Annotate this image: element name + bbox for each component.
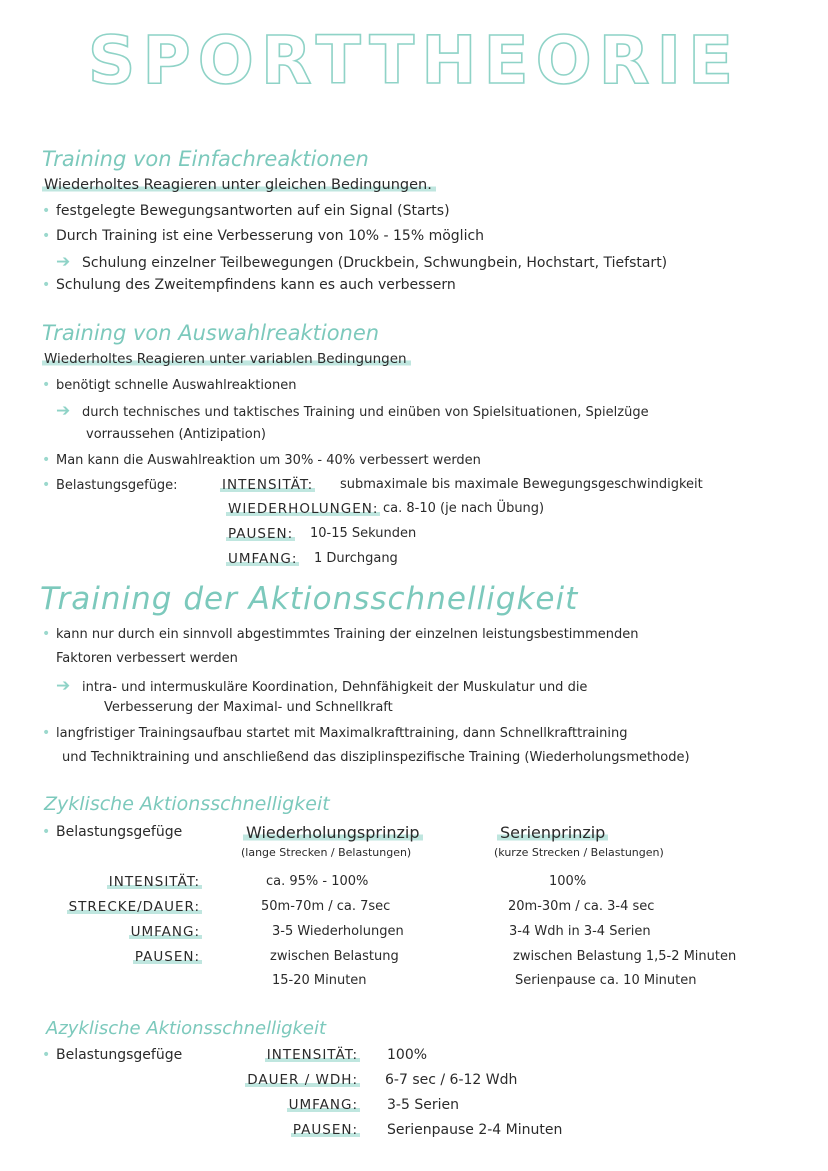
bullet-icon: •: [42, 1047, 51, 1063]
list-item-text: Belastungsgefüge:: [56, 478, 178, 493]
list-item: [42, 477, 178, 493]
bullet-icon: •: [42, 725, 51, 741]
arrow-item-text: durch technisches und taktisches Training und einüben von Spielsituationen, Spielzüge: [82, 405, 649, 420]
table-cell: 100%: [549, 874, 587, 889]
arrow-right-icon: ➔: [56, 252, 71, 272]
arrow-item-continuation: Verbesserung der Maximal- und Schnellkraft: [104, 700, 393, 715]
table-cell-continuation: 15-20 Minuten: [272, 973, 367, 988]
bullet-icon: •: [42, 277, 51, 293]
list-item: [42, 626, 638, 642]
table-cell: 50m-70m / ca. 7sec: [261, 899, 391, 914]
list-item: [42, 1047, 182, 1063]
column-header-serienprinzip: Serienprinzip: [497, 823, 608, 842]
table-row-label: STRECKE/DAUER:: [68, 899, 200, 915]
table-row-label: PAUSEN:: [134, 949, 200, 965]
arrow-item-text: Schulung einzelner Teilbewegungen (Druckbein, Schwungbein, Hochstart, Tiefstart): [82, 255, 668, 271]
arrow-right-icon: ➔: [56, 401, 71, 421]
arrow-item: [56, 676, 587, 696]
load-value: 1 Durchgang: [314, 551, 398, 566]
heading-aktionsschnelligkeit: Training der Aktionsschnelligkeit: [40, 581, 579, 617]
list-item-text: festgelegte Bewegungsantworten auf ein Signal (Starts): [56, 203, 450, 219]
highlight-einfachreaktionen: [42, 177, 436, 193]
table-cell: ca. 95% - 100%: [266, 874, 369, 889]
arrow-item-text: intra- und intermuskuläre Koordination, Dehnfähigkeit der Muskulatur und die: [82, 680, 588, 695]
load-value: 100%: [387, 1047, 428, 1063]
load-value: submaximale bis maximale Bewegungsgeschwindigkeit: [340, 477, 703, 492]
heading-einfachreaktionen: Training von Einfachreaktionen: [42, 147, 369, 171]
column-subheader: (lange Strecken / Belastungen): [241, 846, 412, 859]
heading-auswahlreaktionen: Training von Auswahlreaktionen: [42, 321, 380, 345]
bullet-icon: •: [42, 824, 51, 840]
list-item: [42, 203, 450, 219]
load-value: Serienpause 2-4 Minuten: [387, 1122, 563, 1138]
highlight-text: Wiederholtes Reagieren unter gleichen Bedingungen.: [42, 177, 436, 193]
list-item-continuation: Faktoren verbessert werden: [56, 651, 238, 666]
list-item-text: benötigt schnelle Auswahlreaktionen: [56, 378, 297, 393]
load-label: INTENSITÄT:: [222, 477, 314, 493]
table-row-label: UMFANG:: [130, 924, 200, 940]
arrow-item-continuation: vorraussehen (Antizipation): [86, 427, 267, 442]
load-value: 10-15 Sekunden: [310, 526, 417, 541]
table-cell: 3-5 Wiederholungen: [272, 924, 404, 939]
column-subheader: (kurze Strecken / Belastungen): [494, 846, 664, 859]
load-label: UMFANG:: [288, 1097, 358, 1113]
bullet-icon: •: [42, 452, 51, 468]
list-item: [42, 377, 296, 393]
table-cell: 20m-30m / ca. 3-4 sec: [508, 899, 655, 914]
table-cell: 3-4 Wdh in 3-4 Serien: [509, 924, 651, 939]
list-item-text: Belastungsgefüge: [56, 824, 183, 840]
highlight-auswahlreaktionen: [42, 351, 411, 367]
arrow-item: [56, 252, 667, 272]
list-item-text: Man kann die Auswahlreaktion um 30% - 40% verbessert werden: [56, 453, 481, 468]
table-cell: zwischen Belastung 1,5-2 Minuten: [513, 949, 737, 964]
load-label: UMFANG:: [228, 551, 298, 567]
column-header-wiederholungsprinzip: Wiederholungsprinzip: [243, 823, 423, 842]
bullet-icon: •: [42, 228, 51, 244]
load-label: INTENSITÄT:: [266, 1047, 358, 1063]
load-label: PAUSEN:: [228, 526, 294, 542]
list-item: [42, 824, 182, 840]
list-item-text: Schulung des Zweitempfindens kann es auch verbessern: [56, 277, 456, 293]
list-item-continuation: und Techniktraining und anschließend das disziplinspezifische Training (Wiederholungsmethode): [62, 750, 690, 765]
list-item: [42, 725, 627, 741]
list-item: [42, 452, 481, 468]
list-item-text: Belastungsgefüge: [56, 1047, 183, 1063]
load-value: ca. 8-10 (je nach Übung): [383, 501, 545, 516]
list-item-text: langfristiger Trainingsaufbau startet mit Maximalkrafttraining, dann Schnellkrafttraining: [56, 726, 628, 741]
page-title: SPORTTHEORIE: [87, 22, 741, 99]
load-value: 3-5 Serien: [387, 1097, 459, 1113]
bullet-icon: •: [42, 477, 51, 493]
arrow-item: [56, 401, 649, 421]
list-item: [42, 228, 484, 244]
bullet-icon: •: [42, 626, 51, 642]
heading-zyklisch: Zyklische Aktionsschnelligkeit: [44, 793, 330, 815]
load-label: WIEDERHOLUNGEN:: [228, 501, 379, 517]
list-item-text: Durch Training ist eine Verbesserung von 10% - 15% möglich: [56, 228, 485, 244]
list-item-text: kann nur durch ein sinnvoll abgestimmtes Training der einzelnen leistungsbestimmenden: [56, 627, 639, 642]
load-label: PAUSEN:: [292, 1122, 358, 1138]
arrow-right-icon: ➔: [56, 676, 71, 696]
list-item: [42, 277, 456, 293]
load-label: DAUER / WDH:: [247, 1072, 358, 1088]
table-row-label: INTENSITÄT:: [108, 874, 200, 890]
bullet-icon: •: [42, 203, 51, 219]
load-value: 6-7 sec / 6-12 Wdh: [385, 1072, 518, 1088]
table-cell-continuation: Serienpause ca. 10 Minuten: [515, 973, 697, 988]
bullet-icon: •: [42, 377, 51, 393]
highlight-text: Wiederholtes Reagieren unter variablen Bedingungen: [42, 351, 411, 367]
table-cell: zwischen Belastung: [270, 949, 399, 964]
heading-azyklisch: Azyklische Aktionsschnelligkeit: [46, 1018, 327, 1039]
